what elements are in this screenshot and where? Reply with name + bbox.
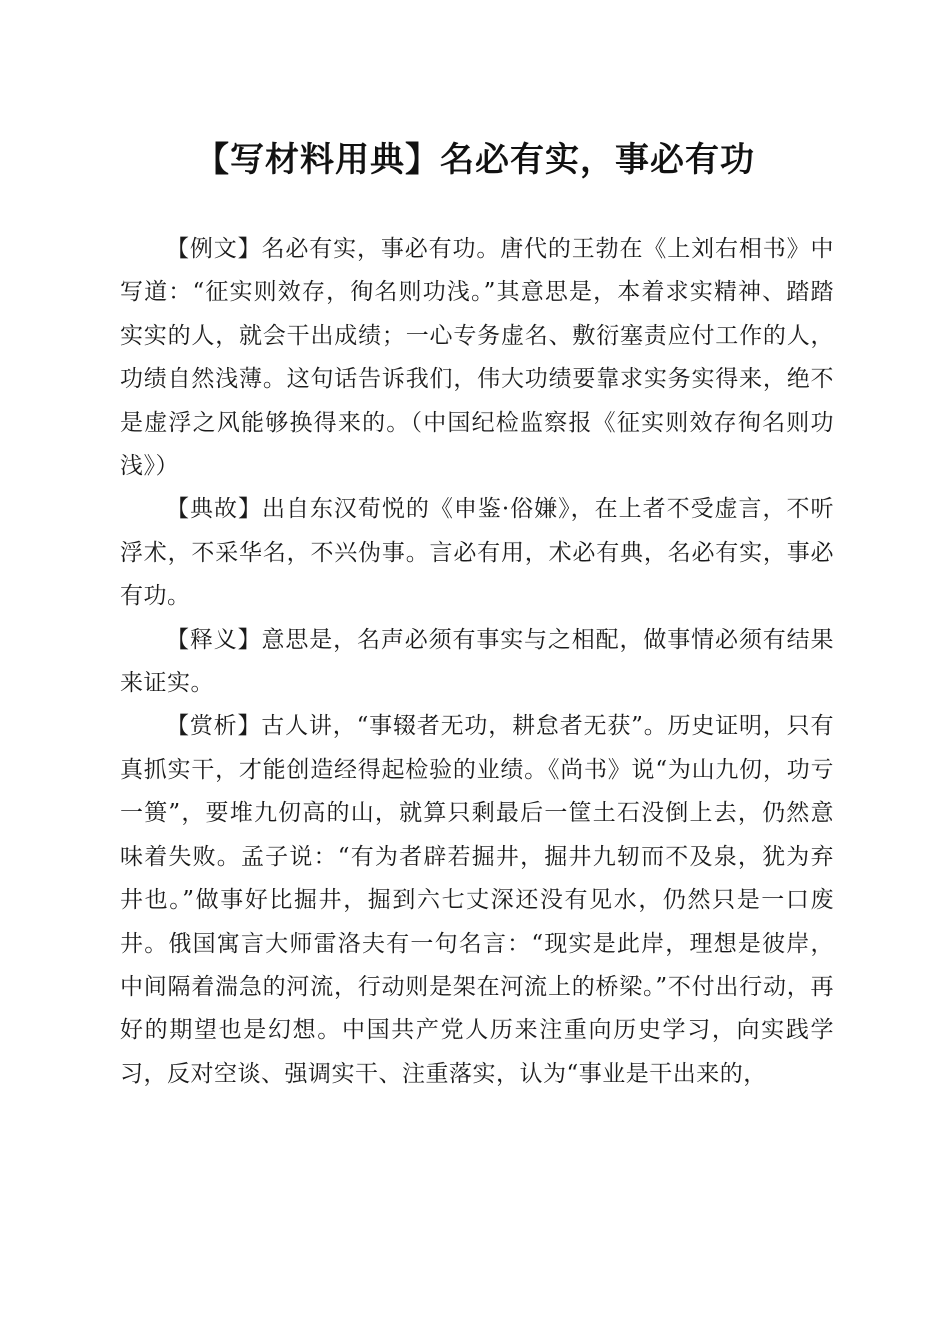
paragraph-tag: 【典故】 — [166, 496, 262, 523]
paragraph-tag: 【例文】 — [166, 236, 262, 262]
paragraph-analysis — [120, 705, 834, 1096]
paragraph-text: 名必有实，事必有功。唐代的王勃在《上刘右相书》中写道：“征实则效存，徇名则功浅。”其意思是，本着求实精神、踏踏实实的人，就会干出成绩；一心专务虚名、敷衍塞责应付工作的人，功绩自然浅薄。这句话告诉我们，伟大功绩要靠求实务实得来，绝不是虚浮之风能够换得来的。（中国纪检监察报《征实则效存徇名则功浅》） — [120, 236, 835, 480]
paragraph-tag: 【赏析】 — [166, 713, 262, 740]
paragraph-allusion — [120, 488, 834, 618]
paragraph-meaning — [120, 619, 834, 706]
document-body — [120, 228, 834, 1096]
paragraph-text: 意思是，名声必须有事实与之相配，做事情必须有结果来证实。 — [120, 626, 835, 697]
paragraph-text: 出自东汉荀悦的《申鉴·俗嫌》，在上者不受虚言，不听浮术，不采华名，不兴伪事。言必有用，术必有典，名必有实，事必有功。 — [120, 496, 835, 610]
document-title: 【写材料用典】名必有实，事必有功 — [195, 140, 755, 180]
paragraph-tag: 【释义】 — [166, 626, 262, 653]
paragraph-text: 古人讲，“事辍者无功，耕怠者无获”。历史证明，只有真抓实干，才能创造经得起检验的业绩。《尚书》说“为山九仞，功亏一篑”，要堆九仞高的山，就算只剩最后一筐土石没倒上去，仍然意味着失败。孟子说：“有为者辟若掘井，掘井九轫而不及泉，犹为弃井也。”做事好比掘井，掘到六七丈深还没有见水，仍然只是一口废井。俄国寓言大师雷洛夫有一句名言：“现实是此岸，理想是彼岸，中间隔着湍急的河流，行动则是架在河流上的桥梁。”不付出行动，再好的期望也是幻想。中国共产党人历来注重向历史学习，向实践学习，反对空谈、强调实干、注重落实，认为“事业是干出来的， — [120, 713, 834, 1087]
paragraph-example — [120, 228, 834, 488]
